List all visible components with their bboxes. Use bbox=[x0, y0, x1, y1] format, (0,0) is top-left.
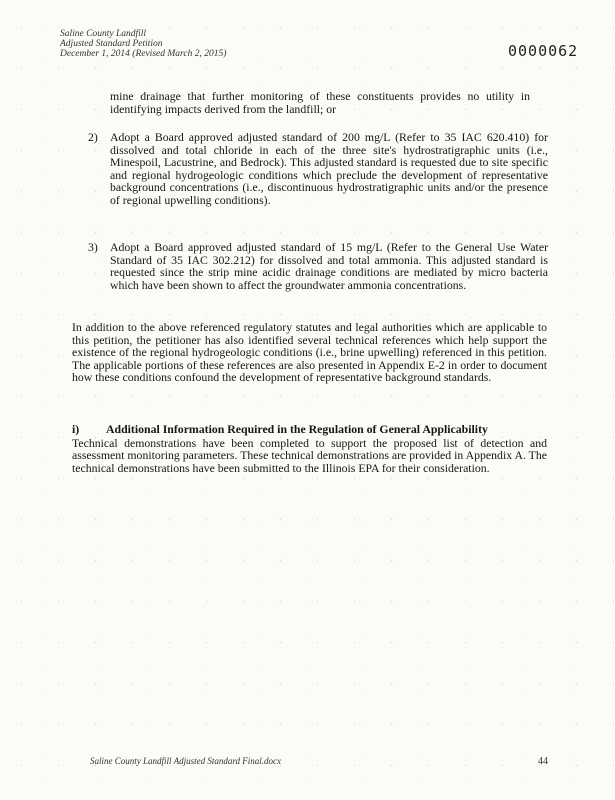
bates-number: 0000062 bbox=[508, 42, 579, 60]
section-additional-information bbox=[72, 423, 547, 474]
header-line-3: December 1, 2014 (Revised March 2, 2015) bbox=[60, 49, 227, 59]
header-line-1: Saline County Landfill bbox=[60, 29, 147, 39]
body-paragraph: In addition to the above referenced regulatory statutes and legal authorities which are applicable to this petition, the petitioner has also identified several technical references which help support the existence of the regional hydrogeologic conditions (i.e., brine upwelling) referenced in this petition. The applicable portions of these references are also presented in Appendix E-2 in order to document how these conditions confound the development of representative background standards. bbox=[72, 320, 547, 384]
section-letter: i) bbox=[72, 422, 80, 436]
page-number: 44 bbox=[538, 756, 548, 767]
header-line-2: Adjusted Standard Petition bbox=[60, 39, 163, 49]
list-item-number: 2) bbox=[88, 130, 98, 144]
section-heading bbox=[72, 423, 547, 436]
list-item-number: 3) bbox=[88, 240, 98, 254]
list-item-text: Adopt a Board approved adjusted standard of 15 mg/L (Refer to the General Use Water Standard of 35 IAC 302.212) for dissolved and total ammonia. This adjusted standard is requested since the strip mine acidic drainage conditions are mediated by micro bacteria which have been shown to affect the groundwater ammonia concentrations. bbox=[110, 240, 548, 292]
section-text: Technical demonstrations have been completed to support the proposed list of detection and assessment monitoring parameters. These technical demonstrations are provided in Appendix A. The technical demonstrations have been submitted to the Illinois EPA for their consideration. bbox=[72, 435, 547, 475]
section-heading-text: Additional Information Required in the Regulation of General Applicability bbox=[106, 422, 488, 436]
running-header bbox=[60, 29, 226, 59]
running-footer: Saline County Landfill Adjusted Standard Final.docx bbox=[90, 756, 281, 766]
continuation-text: mine drainage that further monitoring of these constituents provides no utility in identifying impacts derived from the landfill; or bbox=[110, 89, 530, 116]
list-item-text: Adopt a Board approved adjusted standard of 200 mg/L (Refer to 35 IAC 620.410) for dissolved and total chloride in each of the three site's hydrostratigraphic units (i.e., Minespoil, Lacustrine, and Bedrock). This adjusted standard is requested due to site specific and regional hydrogeologic conditions which preclude the development of representative background concentrations (i.e., discontinuous hydrostratigraphic units and/or the presence of regional upwelling conditions). bbox=[110, 130, 548, 207]
